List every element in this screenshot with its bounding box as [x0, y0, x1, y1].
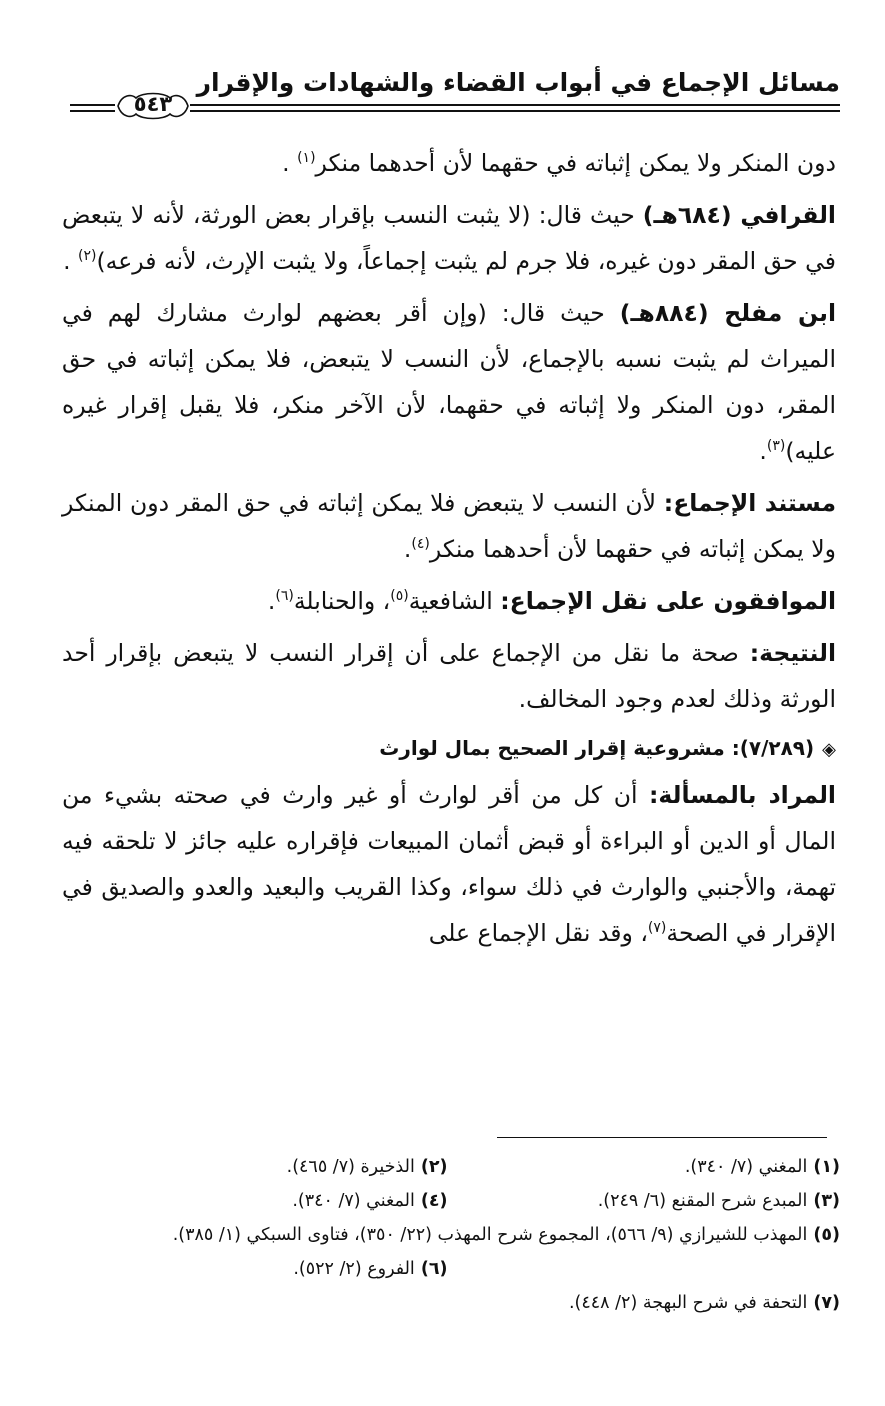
running-title: مسائل الإجماع في أبواب القضاء والشهادات والإقرار: [196, 68, 840, 97]
footnote: (٢)الذخيرة (٧/ ٤٦٥).: [286, 1157, 448, 1177]
page-number-ornament: [112, 90, 194, 122]
footnote-ref[interactable]: (٤): [411, 536, 430, 553]
paragraph: دون المنكر ولا يمكن إثباته في حقهما لأن أحدهما منكر$^{(١)}$ .: [282, 149, 836, 177]
page-header: [60, 60, 840, 120]
footnote-ref[interactable]: (٦): [275, 588, 294, 605]
paragraph-lead: مستند الإجماع:: [663, 489, 836, 517]
footnote-row: [55, 1252, 840, 1286]
paragraph: المراد بالمسألة: أن كل من أقر لوارث أو غير وارث في صحته بشيء من المال أو الدين أو البراءة أو قبض أثمان المبيعات فإقراره عليه جائز لا تلحقه فيه تهمة، والأجنبي والوارث في ذلك سواء، وكذا القريب والبعيد والعدو والصديق في الإقرار في الصحة$^{(٧)}$، وقد نقل الإجماع على: [62, 781, 836, 947]
issue-title: مشروعية إقرار الصحيح بمال لوارث: [379, 736, 732, 760]
paragraph-lead: القرافي (٦٨٤هـ): [642, 201, 836, 229]
paragraph-lead: الموافقون على نقل الإجماع:: [500, 587, 836, 615]
footnote: (٦)الفروع (٢/ ٥٢٢).: [293, 1259, 448, 1279]
paragraph: النتيجة: صحة ما نقل من الإجماع على أن إقرار النسب لا يتبعض بإقرار أحد الورثة وذلك لعدم وجود المخالف.: [62, 639, 836, 713]
footnote: [448, 1252, 841, 1286]
issue-number: (٧/٢٨٩):: [731, 736, 815, 760]
main-text: [62, 140, 836, 962]
paragraph: مستند الإجماع: لأن النسب لا يتبعض فلا يمكن إثباته في حق المقر دون المنكر ولا يمكن إثباته في حقهما لأن أحدهما منكر$^{(٤)}$.: [62, 489, 836, 563]
diamond-bullet-icon: ◈: [822, 739, 836, 760]
header-rule: [190, 110, 840, 112]
footnote: (٥)المهذب للشيرازي (٩/ ٥٦٦)، المجموع شرح المهذب (٢٢/ ٣٥٠)، فتاوى السبكي (١/ ٣٨٥).: [172, 1225, 840, 1245]
paragraph-lead: النتيجة:: [749, 639, 836, 667]
footnote-ref[interactable]: (٥): [390, 588, 409, 605]
paragraph: القرافي (٦٨٤هـ) حيث قال: (لا يثبت النسب بإقرار بعض الورثة، لأنه لا يتبعض في حق المقر دون غيره، فلا جرم لم يثبت إجماعاً، ولا يثبت الإرث، لأنه فرعه)$^{(٢)}$ .: [62, 201, 836, 275]
paragraph-lead: المراد بالمسألة:: [648, 781, 836, 809]
footnotes: [55, 1150, 840, 1320]
header-rule: [70, 104, 115, 106]
footnote-ref[interactable]: (١): [297, 150, 316, 167]
paragraph-lead: ابن مفلح (٨٨٤هـ): [619, 299, 836, 327]
footnote-separator: [497, 1137, 827, 1138]
header-rule: [70, 110, 115, 112]
footnote-ref[interactable]: (٣): [766, 438, 786, 455]
paragraph: ابن مفلح (٨٨٤هـ) حيث قال: (وإن أقر بعضهم لوارث مشارك لهم في الميراث لم يثبت نسبه بالإجماع، لأن النسب لا يتبعض، فلا يمكن إثباته في حق المقر، دون المنكر ولا إثباته في حقهما، لأن الآخر منكر، فلا يقبل إقرار غيره عليه)$^{(٣)}$.: [62, 299, 836, 465]
paragraph: الموافقون على نقل الإجماع: الشافعية$^{(٥)}$، والحنابلة$^{(٦)}$.: [267, 587, 836, 615]
footnote: (٤)المغني (٧/ ٣٤٠).: [292, 1191, 448, 1211]
footnote-row: [55, 1184, 840, 1218]
page-number: ٥٤٣: [133, 92, 173, 116]
header-rule: [190, 104, 840, 106]
footnote-row: [55, 1218, 840, 1252]
footnote: (٧)التحفة في شرح البهجة (٢/ ٤٤٨).: [568, 1293, 840, 1313]
issue-heading: [62, 728, 836, 770]
footnote: (٣)المبدع شرح المقنع (٦/ ٢٤٩).: [597, 1191, 840, 1211]
footnote-row: [55, 1286, 840, 1320]
footnote-ref[interactable]: (٢): [78, 248, 97, 265]
footnote: (١)المغني (٧/ ٣٤٠).: [684, 1157, 840, 1177]
footnote-row: [55, 1150, 840, 1184]
footnote-ref[interactable]: (٧): [647, 920, 667, 937]
